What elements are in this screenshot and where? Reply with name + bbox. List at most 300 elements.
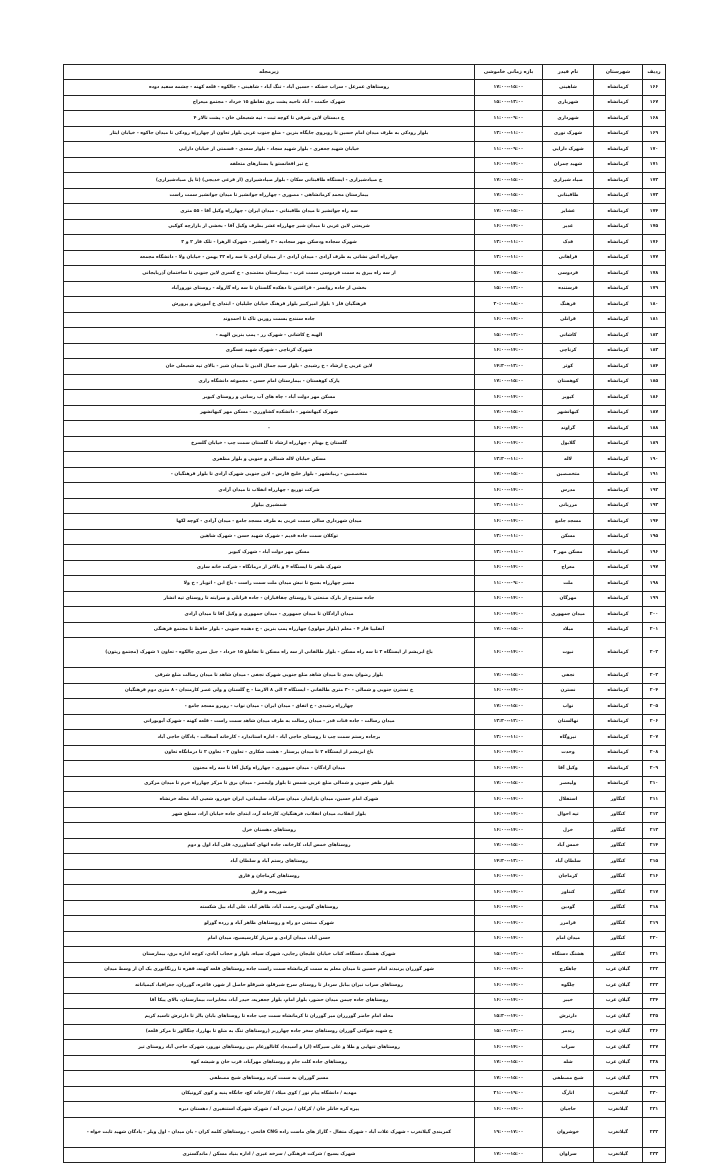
table-row — [64, 266, 666, 282]
address-cell: خ تیر افغانستو یا بستارهای متعلقه — [64, 157, 475, 173]
header-feeder-name: نام فیدر — [543, 65, 594, 80]
feeder-name-cell: میدان جمهوری — [543, 607, 594, 623]
address-cell: بلوار ظفر جنوبی و شمالی ضلع غربی شمس تا بلوار ولیعصر - میدان برق تا مرکز چهارراه خرم تا میدان مرکزی — [64, 776, 475, 792]
feeder-name-cell: مسکن مهر ۲ — [543, 545, 594, 561]
address-cell: شوریجه و فارق — [64, 885, 475, 901]
address-cell: - — [64, 421, 475, 437]
table-row — [64, 761, 666, 777]
address-cell: چهارراه آتش نشانی به طرف آزادی - میدان آزادی - از میدان آزادی تا سه راه ۲۲ بهمن - خیابان ولا - دانشگاه مجمعه — [64, 250, 475, 266]
outage-time-cell: ۱۵:۰۰--۱۷:۰۰ — [475, 668, 543, 684]
feeder-name-cell: میدان امام — [543, 931, 594, 947]
address-cell: حسن آباد، میدان آزادی و سرباز کارسیسیج، میدان امام — [64, 931, 475, 947]
feeder-name-cell: مسکن — [543, 529, 594, 545]
row-number: ۱۷۱ — [643, 157, 666, 173]
row-number: ۲۲۳ — [643, 978, 666, 994]
row-number: ۲۳۱ — [643, 1102, 666, 1118]
address-cell: شهرک امام حسین، میدان بارانداز، میدان سرآباد، سلیمانی، ایران خودرو، شعبی آباد محله خزنشاه — [64, 792, 475, 808]
row-number: ۲۰۹ — [643, 761, 666, 777]
outage-time-cell: ۱۴:۰۰--۱۶:۰۰ — [475, 823, 543, 839]
city-cell: کرمانشاه — [594, 683, 643, 699]
row-number: ۱۹۷ — [643, 560, 666, 576]
feeder-name-cell: طاقبتانی — [543, 188, 594, 204]
row-number: ۲۲۹ — [643, 1071, 666, 1087]
outage-time-cell: ۱۱:۰۰--۱۳:۰۰ — [475, 498, 543, 514]
outage-time-cell: ۱۵:۰۰--۱۷:۰۰ — [475, 405, 543, 421]
outage-time-cell: ۱۴:۰۰--۱۶:۰۰ — [475, 792, 543, 808]
outage-time-cell: ۱۵:۰۰--۱۷:۰۰ — [475, 699, 543, 715]
address-cell: شرکت توزیع - چهارراه انقلاب تا میدان آزادی — [64, 483, 475, 499]
row-number: ۲۱۴ — [643, 838, 666, 854]
address-cell: بلوار رودکی به طرف میدان امام حسین تا روبروی جایگاه بنزین - ضلع جنوب غربی بلوار تعاون از چهارراه رودکی تا میدان جاکوه - خیابان ایثار — [64, 126, 475, 142]
table-row — [64, 1147, 666, 1163]
address-cell: فرهنگیان فاز ۱ بلوار امیرکبیر بلوار فرهنگ خیابان جلیلیان - ابتدای خ آموزش و پرورش — [64, 297, 475, 313]
feeder-name-cell: وکیل آقا — [543, 761, 594, 777]
header-address: زیرمجله — [64, 65, 475, 80]
table-row — [64, 1040, 666, 1056]
address-cell: برجاده رستم سمت چپ تا روستای حاجی آباد - اداره استاندارد - کارخانه آسفالت - پادگان حاجی آباد — [64, 730, 475, 746]
feeder-name-cell: شاهینی — [543, 80, 594, 96]
table-row — [64, 545, 666, 561]
row-number: ۱۶۷ — [643, 95, 666, 111]
row-number: ۲۰۰ — [643, 607, 666, 623]
outage-time-cell: ۱۴:۰۰--۱۶:۰۰ — [475, 421, 543, 437]
city-cell: گیلان غرب — [594, 978, 643, 994]
outage-time-cell: ۱۴:۰۰--۱۶:۰۰ — [475, 916, 543, 932]
address-cell: روستاهای تنهایی و طلا و علی سیرگاه (ارا و آسیده)، کانالوزعام بین روستاهای نوروز، شهرک حاجی آباد روستای تیر — [64, 1040, 475, 1056]
feeder-name-cell: خوشروان — [543, 1117, 594, 1147]
address-cell: شهرک بسیج / شرکت فرهنگی / سرخه عیری / اداره بنیاد مسکن / ماندگستری — [64, 1147, 475, 1163]
table-row — [64, 390, 666, 406]
address-cell: چهارراه رشیدی - خ اتفاق - میدان ایران - میدان نواب - روبرو مسجد جامع - — [64, 699, 475, 715]
address-cell: مسکن خیابان لاله شمالی و جنوبی و بلوار مظفری — [64, 452, 475, 468]
city-cell: کرمانشاه — [594, 281, 643, 297]
table-row — [64, 405, 666, 421]
outage-time-cell: ۱۴:۰۰--۱۶:۰۰ — [475, 978, 543, 994]
city-cell: کرمانشاه — [594, 514, 643, 530]
table-row — [64, 576, 666, 592]
outage-time-cell: ۱۳:۰۰--۱۵:۰۰ — [475, 328, 543, 344]
feeder-name-cell: مدرس — [543, 483, 594, 499]
row-number: ۲۰۴ — [643, 683, 666, 699]
table-row — [64, 374, 666, 390]
feeder-name-cell: وحدت — [543, 745, 594, 761]
table-row — [64, 1071, 666, 1087]
feeder-name-cell: شهرک دارایی — [543, 142, 594, 158]
outage-time-cell: ۱۱:۰۰--۱۳:۰۰ — [475, 250, 543, 266]
address-cell: روستاهای جاده چیمن میدان حضور، بلوار امام، بلوار جعفریه، حیدر آباد، مخابرات، بیمارستان، بالای پیکا آقا — [64, 993, 475, 1009]
row-number: ۱۸۹ — [643, 436, 666, 452]
city-cell: کنگاور — [594, 792, 643, 808]
address-cell: پارک کوهستان - بیمارستان امام حسن - مجموعه دانشگاه رازی — [64, 374, 475, 390]
row-number: ۱۹۶ — [643, 545, 666, 561]
outage-time-cell: ۱۱:۰۰--۱۳:۰۰ — [475, 235, 543, 251]
table-row — [64, 95, 666, 111]
table-row — [64, 421, 666, 437]
row-number: ۱۹۵ — [643, 529, 666, 545]
outage-time-cell: ۱۵:۰۰--۱۷:۰۰ — [475, 266, 543, 282]
address-cell: شهرک ظفر تا ایستگاه ۴ و بالاتر از درمانگاه - شرکت خانه سازی — [64, 560, 475, 576]
row-number: ۲۲۶ — [643, 1024, 666, 1040]
outage-time-cell: ۱۵:۰۰--۱۷:۰۰ — [475, 1071, 543, 1087]
outage-time-cell: ۱۴:۰۰--۱۶:۰۰ — [475, 1040, 543, 1056]
address-cell: بخشی از جاده روانسر - فراغتین تا دهکده گلستان تا سه راه گاروله - روستای نوروزآباد — [64, 281, 475, 297]
address-cell: گلستان خ بهنام - چهارراه ارشاد تا گلستان سمت چپ - خیابان گلسرخ — [64, 436, 475, 452]
row-number: ۲۱۷ — [643, 885, 666, 901]
address-cell: باغ ابریشم از ایستگاه ۲ تا سه راه مسکن - بلوار طالقانی از سه راه مسکن تا تقاطع ۱۵ خرداد - جبل سری چالکوه - تعاون ۱ شهرک (مجتمع زیتون) — [64, 638, 475, 668]
table-row — [64, 250, 666, 266]
row-number: ۱۷۳ — [643, 188, 666, 204]
city-cell: کرمانشاه — [594, 204, 643, 220]
row-number: ۱۶۸ — [643, 111, 666, 127]
address-cell: مسیر چهارراه بسیج تا نبش میدان ملت سمت راست - باغ ابن - اتوبار - خ ولا — [64, 576, 475, 592]
city-cell: کرمانشاه — [594, 730, 643, 746]
feeder-name-cell: فدک — [543, 235, 594, 251]
city-cell: کرمانشاه — [594, 714, 643, 730]
row-number: ۱۷۸ — [643, 266, 666, 282]
table-row — [64, 745, 666, 761]
row-number: ۲۰۳ — [643, 668, 666, 684]
outage-time-cell: ۱۴:۰۰--۱۶:۰۰ — [475, 343, 543, 359]
address-cell: مسکن مهر دولت آباد - شهرک کیوبز — [64, 545, 475, 561]
row-number: ۲۰۱ — [643, 622, 666, 638]
feeder-name-cell: کرناچی — [543, 343, 594, 359]
outage-time-cell: ۱۵:۰۰--۱۷:۰۰ — [475, 1055, 543, 1071]
feeder-name-cell: عشایر — [543, 204, 594, 220]
feeder-name-cell: نجفی — [543, 668, 594, 684]
outage-time-cell: ۱۳:۰۰--۱۵:۰۰ — [475, 281, 543, 297]
row-number: ۱۸۸ — [643, 421, 666, 437]
city-cell: کرمانشاه — [594, 576, 643, 592]
row-number: ۱۷۶ — [643, 235, 666, 251]
address-cell: میدان آزادگان - میدان جمهوری - چهارراه وکیل آقا تا سه راه مجنون — [64, 761, 475, 777]
feeder-name-cell: خمس آباد — [543, 838, 594, 854]
outage-time-cell: ۱۴:۰۰--۱۶:۰۰ — [475, 885, 543, 901]
feeder-name-cell: فرستنده — [543, 281, 594, 297]
table-row — [64, 947, 666, 963]
city-cell: گیلانغرب — [594, 1147, 643, 1163]
table-row — [64, 452, 666, 468]
feeder-name-cell: شهرداری — [543, 111, 594, 127]
outage-time-cell: ۱۴:۰۰--۱۶:۰۰ — [475, 807, 543, 823]
feeder-name-cell: غدیر — [543, 219, 594, 235]
address-cell: روستاهای گودین، رحمت آباد، ظاهر آباد، علی آباد بیل شکسته — [64, 900, 475, 916]
feeder-name-cell: متخصصین — [543, 467, 594, 483]
table-row — [64, 328, 666, 344]
table-row — [64, 931, 666, 947]
feeder-name-cell: فردوسی — [543, 266, 594, 282]
feeder-name-cell: تپه احوال — [543, 807, 594, 823]
table-row — [64, 111, 666, 127]
outage-time-cell: ۱۴:۰۰--۱۶:۰۰ — [475, 638, 543, 668]
city-cell: کنگاور — [594, 916, 643, 932]
feeder-name-cell: هشنگ دستگاه — [543, 947, 594, 963]
address-cell: شهرک کیهانشهر - دانشکده کشاورزی - مسکن مهر کیهانشهر — [64, 405, 475, 421]
row-number: ۲۲۷ — [643, 1040, 666, 1056]
city-cell: کرمانشاه — [594, 173, 643, 189]
address-cell: شهرک حکمت - آباد ناحیه پشت برق تقاطع ۱۵ خرداد - مجتمع میعراج — [64, 95, 475, 111]
table-row — [64, 157, 666, 173]
feeder-name-cell: حاجیان — [543, 1102, 594, 1118]
address-cell: باغ ابریشم از ایستگاه ۳ تا میدان پرستار - هشت شکاری - تعاون ۳ - تعاون ۲ تا درمانگاه تعاون — [64, 745, 475, 761]
table-row — [64, 699, 666, 715]
feeder-name-cell: نبوت — [543, 638, 594, 668]
table-row — [64, 622, 666, 638]
feeder-name-cell: فراهانی — [543, 250, 594, 266]
city-cell: کرمانشاه — [594, 545, 643, 561]
feeder-name-cell: شهید چمران — [543, 157, 594, 173]
outage-time-cell: ۱۴:۰۰--۱۶:۰۰ — [475, 761, 543, 777]
feeder-name-cell: فرهنگ — [543, 297, 594, 313]
city-cell: کرمانشاه — [594, 483, 643, 499]
city-cell: کرمانشاه — [594, 219, 643, 235]
outage-time-cell: ۱۵:۰۰--۱۷:۰۰ — [475, 204, 543, 220]
row-number: ۲۱۹ — [643, 916, 666, 932]
feeder-name-cell: کوهستان — [543, 374, 594, 390]
table-row — [64, 188, 666, 204]
feeder-name-cell: کیهانشهر — [543, 405, 594, 421]
table-row — [64, 1055, 666, 1071]
outage-time-cell: ۱۱:۰۰--۱۳:۰۰ — [475, 529, 543, 545]
city-cell: کنگاور — [594, 807, 643, 823]
table-row — [64, 792, 666, 808]
row-number: ۱۶۶ — [643, 80, 666, 96]
schedule-page — [63, 64, 665, 1163]
city-cell: گیلان غرب — [594, 993, 643, 1009]
row-number: ۱۹۸ — [643, 576, 666, 592]
outage-time-cell: ۱۱:۰۰--۱۳:۰۰ — [475, 545, 543, 561]
city-cell: کرمانشاه — [594, 421, 643, 437]
row-number: ۱۷۴ — [643, 204, 666, 220]
outage-time-cell: ۱۸:۰۰--۲۰:۰۰ — [475, 297, 543, 313]
row-number: ۱۸۱ — [643, 312, 666, 328]
feeder-name-cell: مسجد جامع — [543, 514, 594, 530]
row-number: ۲۲۰ — [643, 931, 666, 947]
address-cell: خ دبستان لاین شرقی تا کوچه ثبت - تپه شعبعلی خان - پشت تالار ۴ — [64, 111, 475, 127]
row-number: ۱۹۳ — [643, 498, 666, 514]
row-number: ۱۶۹ — [643, 126, 666, 142]
row-number: ۱۹۲ — [643, 483, 666, 499]
outage-time-cell: ۱۴:۰۰--۱۶:۰۰ — [475, 900, 543, 916]
city-cell: کرمانشاه — [594, 95, 643, 111]
feeder-name-cell: نواب — [543, 699, 594, 715]
city-cell: کرمانشاه — [594, 668, 643, 684]
address-cell: جاده سنندج از بارک صنعتی تا روستای چقاقباران - جاده قزانلی و سرایته تا روستای تپه انشار — [64, 591, 475, 607]
outage-time-cell: ۱۳:۰۰--۱۵:۰۰ — [475, 1024, 543, 1040]
outage-time-cell: ۱۵:۰۰--۱۷:۰۰ — [475, 374, 543, 390]
row-number: ۱۸۰ — [643, 297, 666, 313]
outage-time-cell: ۱۳:۰۰--۱۴:۳۰ — [475, 359, 543, 375]
city-cell: کرمانشاه — [594, 328, 643, 344]
address-cell: میدان آزادگان تا میدان جمهوری - میدان جمهوری و وکیل آقا تا میدان آزادی — [64, 607, 475, 623]
outage-time-cell: ۱۵:۰۰--۱۷:۰۰ — [475, 173, 543, 189]
feeder-name-cell: شله — [543, 1055, 594, 1071]
outage-time-cell: ۱۴:۰۰--۱۵:۳۰ — [475, 1009, 543, 1025]
outage-time-cell: ۱۴:۰۰--۱۶:۰۰ — [475, 560, 543, 576]
row-number: ۲۱۳ — [643, 823, 666, 839]
city-cell: کرمانشاه — [594, 607, 643, 623]
address-cell: کمربندی گیلانغرب - شهرک علات آباد - شهرک متقال - گاراژ های ماست زاده CNG فاتحی - روستاهای کلمه کران - بان میدان - اول ویلر - پادگان شهید ثابت خواه - — [64, 1117, 475, 1147]
outage-time-cell: ۰۹:۰۰--۱۱:۰۰ — [475, 576, 543, 592]
row-number: ۲۱۲ — [643, 807, 666, 823]
address-cell: خیابان شهید جعفری - بلوار شهید سجاد - بلوار سعدی - قسمتی از خیابان دارایی — [64, 142, 475, 158]
feeder-name-cell: ملت — [543, 576, 594, 592]
feeder-name-cell: شیخ مصطفی — [543, 1071, 594, 1087]
outage-time-cell: ۱۳:۰۰--۱۵:۰۰ — [475, 95, 543, 111]
row-number: ۱۸۶ — [643, 390, 666, 406]
city-cell: کرمانشاه — [594, 235, 643, 251]
city-cell: کنگاور — [594, 885, 643, 901]
address-cell: متخصصین - زیبانشهر - بلوار خلیج فارس - لاین جنوبی شهرک آزادی تا بلوار فرهنگیان - — [64, 467, 475, 483]
outage-time-cell: ۱۹:۰۰--۲۱:۰۰ — [475, 1086, 543, 1102]
row-number: ۲۰۷ — [643, 730, 666, 746]
table-row — [64, 359, 666, 375]
table-row — [64, 297, 666, 313]
feeder-name-cell: کاشانی — [543, 328, 594, 344]
row-number: ۱۷۵ — [643, 219, 666, 235]
address-cell: روستاهای کرماجان و فارق — [64, 869, 475, 885]
row-number: ۱۷۹ — [643, 281, 666, 297]
city-cell: کنگاور — [594, 931, 643, 947]
row-number: ۱۹۴ — [643, 514, 666, 530]
table-row — [64, 560, 666, 576]
outage-time-cell: ۱۴:۰۰--۱۶:۰۰ — [475, 931, 543, 947]
row-number: ۱۷۲ — [643, 173, 666, 189]
city-cell: کرمانشاه — [594, 188, 643, 204]
address-cell: آنقلبیا فاز ۴ - معلم (بلوار مولوی) چهارراه پمپ بنزین - خ دهنده جنوبی - بلوار حافظ تا مجتمع فرهنگی — [64, 622, 475, 638]
feeder-name-cell: کرماجان — [543, 869, 594, 885]
feeder-name-cell: گودین — [543, 900, 594, 916]
feeder-name-cell: گلابول — [543, 436, 594, 452]
address-cell: شریعتی لاین غربی تا میدان شیر چهارراه عشر بطرف وکیل آقا - بخشی از بازارچه کوکبی — [64, 219, 475, 235]
table-row — [64, 498, 666, 514]
table-row — [64, 900, 666, 916]
address-cell: مسیر گوزران به سمت کرند روستاهای شیخ مصطفی — [64, 1071, 475, 1087]
address-cell: میدان رسالت - جاده قنات قدر - میدان رسالت به طرف میدان شاهد سمت راست - قلعه کهنه - شهرک آبوبورانی — [64, 714, 475, 730]
table-row — [64, 978, 666, 994]
city-cell: کرمانشاه — [594, 761, 643, 777]
header-city: شهرستان — [594, 65, 643, 80]
city-cell: گیلان غرب — [594, 962, 643, 978]
table-row — [64, 730, 666, 746]
city-cell: کرمانشاه — [594, 436, 643, 452]
outage-time-cell: ۰۹:۰۰--۱۱:۰۰ — [475, 142, 543, 158]
feeder-name-cell: اتارگ — [543, 1086, 594, 1102]
city-cell: کرمانشاه — [594, 343, 643, 359]
feeder-name-cell: سلطان آباد — [543, 854, 594, 870]
feeder-name-cell: سراب — [543, 1040, 594, 1056]
row-number: ۲۲۸ — [643, 1055, 666, 1071]
table-row — [64, 1117, 666, 1147]
row-number: ۱۹۱ — [643, 467, 666, 483]
outage-time-cell: ۱۴:۰۰--۱۶:۰۰ — [475, 993, 543, 1009]
city-cell: کنگاور — [594, 838, 643, 854]
city-cell: گیلان غرب — [594, 1024, 643, 1040]
address-cell: جاده سنندج بسمت روزین تاک تا احمدوند — [64, 312, 475, 328]
outage-time-cell: ۱۴:۰۰--۱۶:۰۰ — [475, 607, 543, 623]
table-row — [64, 281, 666, 297]
address-cell: خ نسترن جنوبی و شمالی - ۳۰ متری طالقانی - ایستگاه ۲ الی ۸ الارضا - خ گلستان و ولی عصر کارمندان - ۸ متری دوم فرهنگیان — [64, 683, 475, 699]
outage-time-cell: ۱۴:۰۰--۱۶:۰۰ — [475, 483, 543, 499]
table-row — [64, 885, 666, 901]
table-row — [64, 607, 666, 623]
city-cell: کنگاور — [594, 823, 643, 839]
row-number: ۲۱۸ — [643, 900, 666, 916]
city-cell: گیلان غرب — [594, 1055, 643, 1071]
table-body — [64, 80, 666, 1163]
city-cell: گیلانغرب — [594, 1086, 643, 1102]
city-cell: گیلان غرب — [594, 1071, 643, 1087]
city-cell: کرمانشاه — [594, 250, 643, 266]
city-cell: کنگاور — [594, 900, 643, 916]
city-cell: کرمانشاه — [594, 297, 643, 313]
header-row-number: ردیف — [643, 65, 666, 80]
row-number: ۱۸۷ — [643, 405, 666, 421]
address-cell: توکلان سمت جاده قدیم - شهرک شهید حسن - شهرک شاهین — [64, 529, 475, 545]
address-cell: میدان شهرداری سالی سمت غربی به طرف مسجد جامع - میدان آزادی - کوچه لکها — [64, 514, 475, 530]
address-cell: شمشیری بیلوار — [64, 498, 475, 514]
feeder-name-cell: سراوان — [543, 1147, 594, 1163]
city-cell: کنگاور — [594, 869, 643, 885]
feeder-name-cell: مهرگان — [543, 591, 594, 607]
address-cell: روستاهای سراب نیران ببابل سردار تا روستای سرخ شیرقلو، شیرقلو حاصل از شهر، قاغره، گورزان، جغرافیا، کیمیانانه — [64, 978, 475, 994]
address-cell: بلوار انقلاب، میدان انقلاب، فرهنگیان، کارخانه آرد، ابتدای جاده خیابان آزاد، سطح شهر — [64, 807, 475, 823]
city-cell: کرمانشاه — [594, 529, 643, 545]
address-cell: سه راه جوانشیر تا میدان طاقبتانی - میدان ایران - چهارراه وکیل آقا - ۵۵ متری — [64, 204, 475, 220]
outage-time-cell: ۱۵:۰۰--۱۷:۰۰ — [475, 1147, 543, 1163]
table-row — [64, 993, 666, 1009]
feeder-name-cell: شهریاری — [543, 95, 594, 111]
table-row — [64, 483, 666, 499]
feeder-name-cell: نهالستان — [543, 714, 594, 730]
row-number: ۲۳۰ — [643, 1086, 666, 1102]
outage-time-cell: ۱۱:۰۰--۱۳:۳۰ — [475, 452, 543, 468]
city-cell: کرمانشاه — [594, 699, 643, 715]
outage-schedule-table — [63, 64, 666, 1163]
address-cell: لاین غربی خ ارشاد - خ رشیدی - بلوار سید جمال الدین تا میدان شیر - بالای تپه شعبعلی خان — [64, 359, 475, 375]
row-number: ۱۸۳ — [643, 343, 666, 359]
city-cell: گیلانغرب — [594, 1102, 643, 1118]
table-row — [64, 683, 666, 699]
table-row — [64, 591, 666, 607]
feeder-name-cell: میلاد — [543, 622, 594, 638]
row-number: ۲۱۱ — [643, 792, 666, 808]
row-number: ۲۲۵ — [643, 1009, 666, 1025]
table-row — [64, 529, 666, 545]
row-number: ۲۳۳ — [643, 1147, 666, 1163]
outage-time-cell: ۱۷:۰۰--۱۹:۰۰ — [475, 1117, 543, 1147]
address-cell: خ شهید شوکتی گوزران روستاهای سخر جاده چهارزبر (روستاهای تنگ به ضلع تا بهارزا، چنگالور تا مرکز قلعه) — [64, 1024, 475, 1040]
outage-time-cell: ۱۴:۰۰--۱۶:۰۰ — [475, 745, 543, 761]
outage-time-cell: ۱۵:۰۰--۱۷:۰۰ — [475, 467, 543, 483]
city-cell: کرمانشاه — [594, 498, 643, 514]
city-cell: کرمانشاه — [594, 142, 643, 158]
city-cell: کرمانشاه — [594, 745, 643, 761]
city-cell: کنگاور — [594, 947, 643, 963]
feeder-name-cell: فرامرز — [543, 916, 594, 932]
row-number: ۲۲۱ — [643, 947, 666, 963]
table-row — [64, 204, 666, 220]
address-cell: شهرک هشنگ دستگاه، کتاب خیابان علیجان رجایی، شهرک سپاه، بلوار و حجاب آبادی، کوچه اداره برق، بیمارستان — [64, 947, 475, 963]
row-number: ۱۸۵ — [643, 374, 666, 390]
table-row — [64, 343, 666, 359]
table-row — [64, 126, 666, 142]
outage-time-cell: ۱۵:۰۰--۱۷:۰۰ — [475, 80, 543, 96]
outage-time-cell: ۰۹:۰۰--۱۱:۰۰ — [475, 111, 543, 127]
row-number: ۲۰۶ — [643, 714, 666, 730]
feeder-name-cell: نسترن — [543, 683, 594, 699]
table-row — [64, 1009, 666, 1025]
feeder-name-cell: معراج — [543, 560, 594, 576]
